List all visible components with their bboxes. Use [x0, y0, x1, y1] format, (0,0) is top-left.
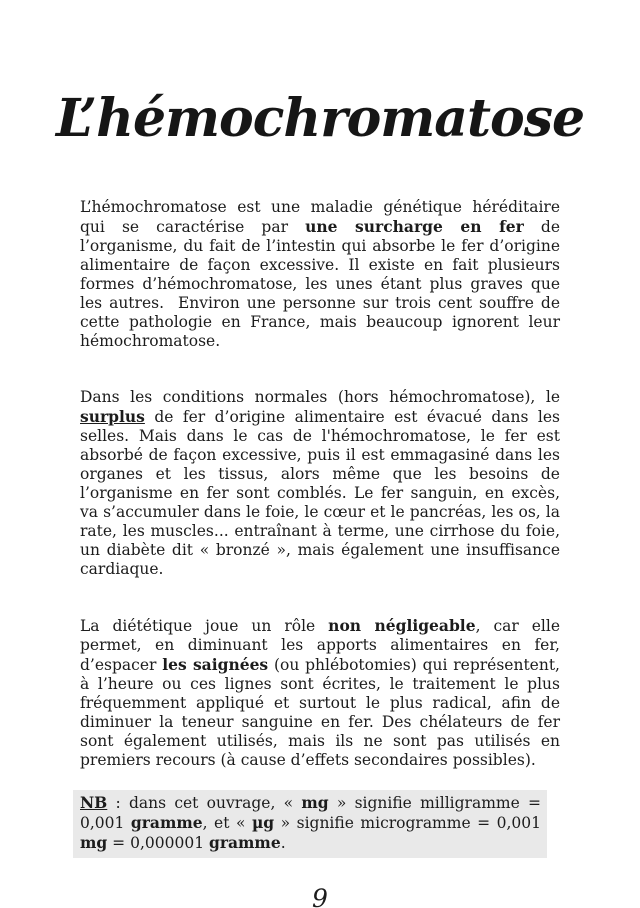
text-run: , car elle permet, en diminuant les apports alimentaires en fer, d’espacer — [80, 617, 560, 674]
paragraph-dietetique — [80, 616, 560, 770]
emphasized-text-run: surplus — [80, 407, 145, 426]
page-number: 9 — [312, 884, 328, 908]
emphasized-text-run: les saignées — [162, 655, 269, 674]
text-run: . — [280, 834, 286, 852]
emphasized-text-run: mg — [301, 793, 329, 812]
page-body — [80, 198, 560, 858]
emphasized-text-run: une surcharge en fer — [305, 217, 524, 236]
text-run: de fer d’origine alimentaire est évacué dans les selles. Mais dans le cas de l'hémochromatose, le fer est absorbé de façon excessive, puis il est emmagasiné dans les organes et les tissus, alors même que les besoins de l’organisme en fer sont comblés. Le fer sanguin, en excès, va s’accumuler dans le foie, le cœur et le pancréas, les os, la rate, les muscles... entraînant à terme, une cirrhose du foie, un diabète dit « bronzé », mais également une insuffisance cardiaque. — [80, 408, 560, 578]
paragraph-intro — [80, 198, 560, 351]
paragraph-nb-note — [73, 790, 547, 858]
emphasized-text-run: gramme — [130, 813, 203, 832]
emphasized-text-run: gramme — [208, 833, 281, 852]
text-run: = 0,000001 — [107, 834, 209, 852]
text-run: La diététique joue un rôle — [80, 617, 329, 635]
text-run: : dans cet ouvrage, « — [107, 794, 302, 812]
text-run: » signifie milligramme = 0,001 — [80, 794, 541, 832]
text-run: , et « — [202, 814, 252, 832]
emphasized-text-run: µg — [251, 813, 275, 832]
paragraph-surplus — [80, 388, 560, 579]
emphasized-text-run: non négligeable — [328, 616, 476, 635]
text-run: L’hémochromatose est une maladie génétique héréditaire qui se caractérise par — [80, 198, 560, 236]
emphasized-text-run: NB — [80, 793, 108, 812]
text-run: » signifie microgramme = 0,001 — [274, 814, 541, 832]
page-title: L’hémochromatose — [55, 88, 585, 149]
text-run: (ou phlébotomies) qui représentent, à l’heure ou ces lignes sont écrites, le traitement le plus fréquemment appliqué et surtout le plus radical, afin de diminuer la teneur sanguine en fer. Des chélateurs de fer sont également utilisés, mais ils ne sont pas utilisés en premiers recours (à cause d’effets secondaires possibles). — [80, 656, 560, 769]
text-run: Dans les conditions normales (hors hémochromatose), le — [80, 388, 560, 406]
emphasized-text-run: mg — [80, 833, 108, 852]
text-run: de l’organisme, du fait de l’intestin qui absorbe le fer d’origine alimentaire de façon excessive. Il existe en fait plusieurs formes d’hémochromatose, les unes étant plus graves que les autres. Environ une personne sur trois cent souffre de cette pathologie en France, mais beaucoup ignorent leur hémochromatose. — [80, 218, 560, 350]
